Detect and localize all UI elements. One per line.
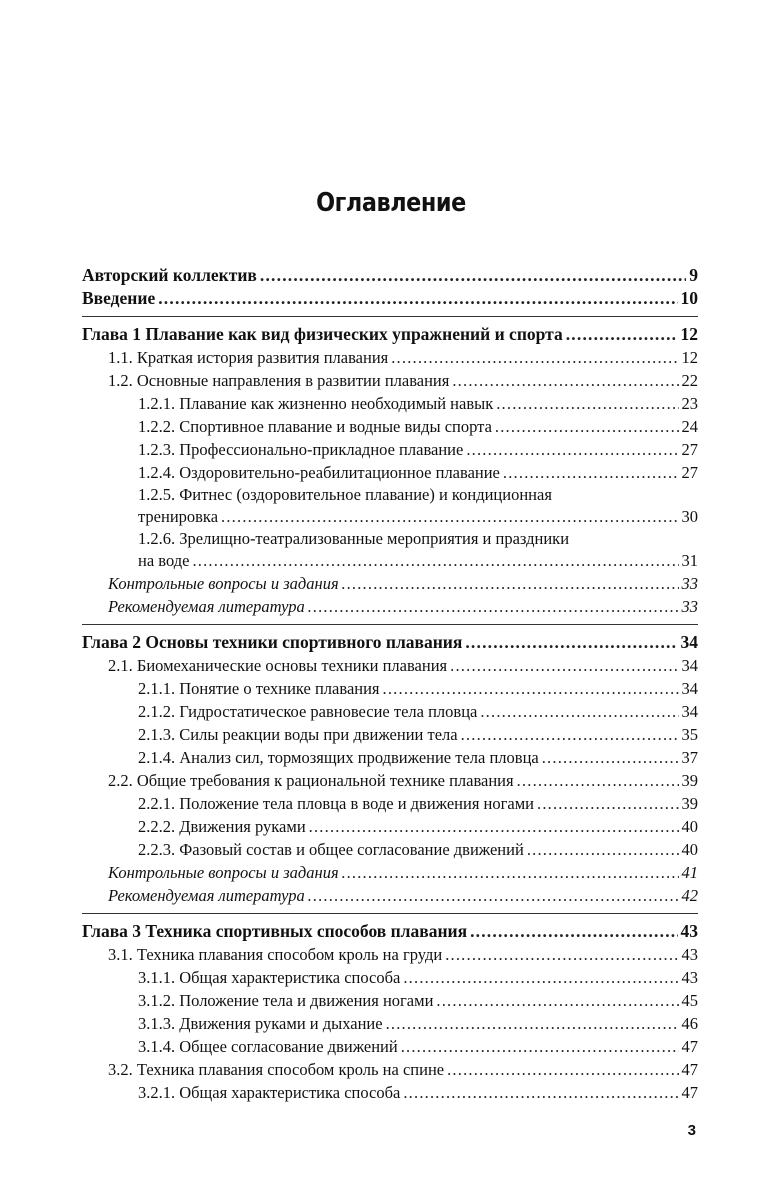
toc-page-number: 43 — [681, 945, 698, 964]
toc-page-number: 37 — [681, 748, 698, 767]
toc-page-number: 27 — [681, 463, 698, 482]
toc-page-number: 47 — [681, 1060, 698, 1079]
toc-entry-label: Авторский коллектив — [82, 265, 257, 285]
dot-leader — [495, 415, 679, 438]
toc-page-number: 23 — [681, 394, 698, 413]
toc-page-number: 47 — [681, 1037, 698, 1056]
dot-leader — [503, 461, 679, 484]
page-title: Оглавление — [316, 188, 466, 218]
toc-entry-2-1-3[interactable] — [82, 723, 698, 746]
toc-page-number: 41 — [681, 863, 698, 882]
dot-leader — [391, 346, 678, 369]
toc-entry-label: 3.2.1. Общая характеристика способа — [138, 1083, 401, 1102]
toc-page-number: 34 — [680, 632, 698, 652]
toc-entry-ch1-questions[interactable] — [82, 572, 698, 595]
dot-leader — [542, 746, 679, 769]
toc-entry-ch1-literature[interactable] — [82, 595, 698, 618]
toc-entry-label: 2.2.2. Движения руками — [138, 817, 306, 836]
toc-entry-2-2[interactable] — [82, 769, 698, 792]
toc-entry-3-1-3[interactable] — [82, 1012, 698, 1035]
chapter-divider — [82, 316, 698, 317]
toc-entry-label: 3.2. Техника плавания способом кроль на спине — [108, 1060, 445, 1079]
toc-entry-label: 2.1. Биомеханические основы техники плавания — [108, 656, 448, 675]
toc-entry-2-2-2[interactable] — [82, 815, 698, 838]
dot-leader — [466, 438, 678, 461]
toc-entry-label: 3.1. Техника плавания способом кроль на груди — [108, 945, 443, 964]
chapter-divider — [82, 624, 698, 625]
toc-entry-label: 1.2.4. Оздоровительно-реабилитационное плавание — [138, 463, 500, 482]
toc-page-number: 24 — [681, 417, 698, 436]
toc-entry-label: 2.2.1. Положение тела пловца в воде и движения ногами — [138, 794, 534, 813]
toc-entry-label: 1.1. Краткая история развития плавания — [108, 348, 389, 367]
toc-entry-label: 2.1.1. Понятие о технике плавания — [138, 679, 380, 698]
toc-entry-1-2-5[interactable] — [82, 484, 698, 528]
toc-entry-2-1-4[interactable] — [82, 746, 698, 769]
toc-entry-label: Глава 1 Плавание как вид физических упражнений и спорта — [82, 324, 563, 344]
toc-entry-intro[interactable] — [82, 287, 698, 310]
toc-page-number: 45 — [681, 991, 698, 1010]
toc-entry-ch2-questions[interactable] — [82, 861, 698, 884]
table-of-contents — [82, 264, 698, 1104]
toc-chapter-3[interactable] — [82, 920, 698, 943]
toc-entry-3-1-1[interactable] — [82, 966, 698, 989]
toc-entry-label: 1.2.5. Фитнес (оздоровительное плавание) и кондиционная — [138, 485, 552, 504]
toc-chapter-2[interactable] — [82, 631, 698, 654]
toc-entry-1-2-2[interactable] — [82, 415, 698, 438]
toc-page-number: 27 — [681, 440, 698, 459]
toc-entry-label: 3.1.3. Движения руками и дыхание — [138, 1014, 383, 1033]
dot-leader — [461, 723, 679, 746]
toc-entry-label: Глава 2 Основы техники спортивного плавания — [82, 632, 463, 652]
dot-leader — [386, 1012, 679, 1035]
toc-entry-label: 1.2.3. Профессионально-прикладное плавание — [138, 440, 464, 459]
toc-entry-2-2-3[interactable] — [82, 838, 698, 861]
dot-leader — [221, 505, 678, 528]
dot-leader — [383, 677, 679, 700]
toc-entry-3-1[interactable] — [82, 943, 698, 966]
toc-entry-1-2-6[interactable] — [82, 528, 698, 572]
toc-entry-label: 3.1.4. Общее согласование движений — [138, 1037, 398, 1056]
toc-entry-label: 2.2. Общие требования к рациональной технике плавания — [108, 771, 514, 790]
dot-leader — [566, 323, 678, 346]
dot-leader — [260, 264, 686, 287]
toc-page-number: 43 — [681, 968, 698, 987]
dot-leader — [192, 549, 678, 572]
dot-leader — [447, 1058, 678, 1081]
toc-entry-continuation — [138, 505, 698, 528]
dot-leader — [309, 815, 679, 838]
toc-page-number: 33 — [681, 597, 698, 616]
toc-page-number: 33 — [681, 574, 698, 593]
toc-entry-label: Глава 3 Техника спортивных способов плавания — [82, 921, 468, 941]
chapter-divider — [82, 913, 698, 914]
toc-page-number: 40 — [681, 817, 698, 836]
toc-entry-label: 1.2.6. Зрелищно-театрализованные мероприятия и праздники — [138, 529, 570, 548]
toc-page-number: 12 — [680, 324, 698, 344]
dot-leader — [342, 572, 679, 595]
dot-leader — [445, 943, 678, 966]
dot-leader — [401, 1035, 679, 1058]
dot-leader — [527, 838, 679, 861]
toc-page-number: 34 — [681, 702, 698, 721]
toc-page-number: 35 — [681, 725, 698, 744]
toc-entry-continuation — [138, 549, 698, 572]
toc-page-number: 34 — [681, 679, 698, 698]
toc-page-number: 39 — [681, 771, 698, 790]
toc-entry-label-cont: тренировка — [138, 507, 219, 526]
toc-entry-3-1-4[interactable] — [82, 1035, 698, 1058]
dot-leader — [308, 884, 679, 907]
toc-entry-label: 2.1.2. Гидростатическое равновесие тела пловца — [138, 702, 478, 721]
toc-page-number: 34 — [681, 656, 698, 675]
dot-leader — [450, 654, 678, 677]
toc-entry-3-2[interactable] — [82, 1058, 698, 1081]
toc-page-number: 12 — [681, 348, 698, 367]
dot-leader — [517, 769, 679, 792]
toc-page-number: 9 — [689, 265, 698, 285]
toc-page-number: 42 — [681, 886, 698, 905]
toc-entry-label-cont: на воде — [138, 551, 190, 570]
toc-entry-label: Введение — [82, 288, 156, 308]
toc-entry-ch2-literature[interactable] — [82, 884, 698, 907]
toc-entry-label: 1.2. Основные направления в развитии плавания — [108, 371, 450, 390]
dot-leader — [470, 920, 677, 943]
dot-leader — [496, 392, 678, 415]
toc-entry-3-1-2[interactable] — [82, 989, 698, 1012]
dot-leader — [537, 792, 679, 815]
toc-page-number: 31 — [681, 551, 698, 570]
toc-entry-authors[interactable] — [82, 264, 698, 287]
toc-page-number: 10 — [680, 288, 698, 308]
toc-page-number: 46 — [681, 1014, 698, 1033]
dot-leader — [308, 595, 679, 618]
toc-entry-label: 1.2.1. Плавание как жизненно необходимый навык — [138, 394, 494, 413]
dot-leader — [452, 369, 678, 392]
toc-entry-label: 2.2.3. Фазовый состав и общее согласование движений — [138, 840, 524, 859]
toc-page-number: 39 — [681, 794, 698, 813]
toc-entry-2-2-1[interactable] — [82, 792, 698, 815]
dot-leader — [158, 287, 677, 310]
dot-leader — [480, 700, 678, 723]
dot-leader — [436, 989, 678, 1012]
toc-entry-1-1[interactable] — [82, 346, 698, 369]
toc-entry-2-1-1[interactable] — [82, 677, 698, 700]
toc-chapter-1[interactable] — [82, 323, 698, 346]
toc-entry-label: 3.1.1. Общая характеристика способа — [138, 968, 401, 987]
toc-entry-label: Рекомендуемая литература — [108, 597, 305, 616]
toc-page-number: 40 — [681, 840, 698, 859]
dot-leader — [403, 1081, 678, 1104]
toc-page-number: 30 — [681, 507, 698, 526]
toc-entry-3-2-1[interactable] — [82, 1081, 698, 1104]
toc-entry-label: Контрольные вопросы и задания — [108, 863, 339, 882]
toc-entry-label: 2.1.4. Анализ сил, тормозящих продвижение тела пловца — [138, 748, 539, 767]
toc-entry-2-1-2[interactable] — [82, 700, 698, 723]
toc-entry-1-2[interactable] — [82, 369, 698, 392]
toc-page-number: 43 — [680, 921, 698, 941]
toc-entry-label: 3.1.2. Положение тела и движения ногами — [138, 991, 434, 1010]
toc-entry-label: 2.1.3. Силы реакции воды при движении тела — [138, 725, 458, 744]
toc-entry-label: 1.2.2. Спортивное плавание и водные виды спорта — [138, 417, 492, 436]
toc-entry-1-2-4[interactable] — [82, 461, 698, 484]
dot-leader — [465, 631, 677, 654]
page-number: 3 — [687, 1122, 696, 1139]
toc-page-number: 22 — [681, 371, 698, 390]
toc-page-number: 47 — [681, 1083, 698, 1102]
toc-entry-1-2-3[interactable] — [82, 438, 698, 461]
toc-entry-1-2-1[interactable] — [82, 392, 698, 415]
dot-leader — [403, 966, 678, 989]
toc-entry-label: Рекомендуемая литература — [108, 886, 305, 905]
toc-entry-2-1[interactable] — [82, 654, 698, 677]
toc-entry-label: Контрольные вопросы и задания — [108, 574, 339, 593]
dot-leader — [342, 861, 679, 884]
